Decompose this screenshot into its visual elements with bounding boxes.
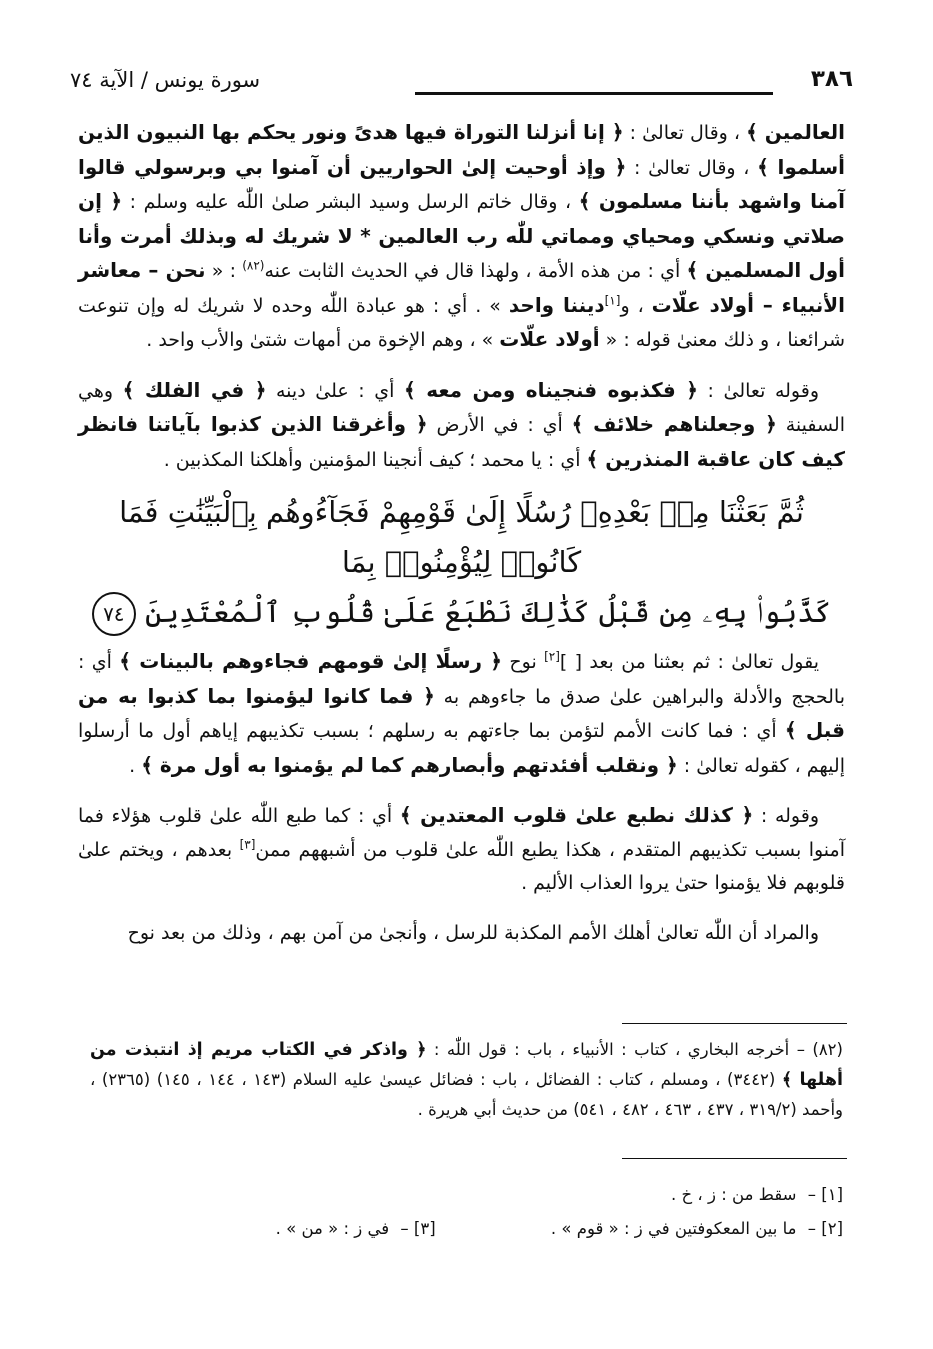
quoted-text: ﴿ وإذ أوحيت إلىٰ الحواريين أن آمنوا بي وبرسولي قالوا آمنا واشهد بأننا مسلمون ﴾ [78,154,846,213]
note-1-text: سقط من : ز ، خ . [671,1185,797,1204]
quoted-text: ﴿ إنا أنزلنا التوراة فيها هدىً ونور يحكم بها النبيون الذين أسلموا ﴾ [78,120,846,179]
paragraph-1 [78,116,845,358]
footnote-ref: (٨٢) [242,258,265,273]
text-run: » ، وهم الإخوة من أمهات شتىٰ والأب واحد . [146,329,500,351]
quoted-text: ﴿ وجعلناهم خلائف ﴾ [571,412,777,436]
note-3 [276,1212,436,1246]
text-run: أي : علىٰ دينه [266,379,404,402]
note-1 [200,1178,843,1212]
footnote-ref: [٣] [239,837,256,852]
footnote-ref: [٢] [544,649,560,664]
quoted-text: ﴿ واذكر في الكتاب مريم إذ انتبذت من أهلها ﴾ [90,1040,843,1090]
text-run: أي : فما كانت الأمم لتؤمن بما جاءتهم به رسلهم ؛ بسبب تكذيبهم إياهم أول ما أرسلوا إليهم ، كقوله تعالىٰ : [78,720,845,777]
text-run: » . أي : هو عبادة اللّٰه وحده لا شريك له وإن تنوعت شرائعنا ، و ذلك معنىٰ قوله : « [78,294,845,351]
note-2-number: [٢] – [807,1219,843,1238]
note-2-text: ما بين المعكوفتين في ز : « قوم » . [550,1219,797,1238]
footnote-separator [622,1023,847,1024]
footnote-82 [90,1035,843,1125]
text-run: (٨٢) – أخرجه البخاري ، كتاب : الأنبياء ، باب : قول اللّٰه : [426,1040,843,1059]
quoted-text: ﴿ ونقلب أفئدتهم وأبصارهم كما لم يؤمنوا به أول مرة ﴾ [141,752,678,777]
paragraph-2 [78,374,845,478]
text-run: والمراد أن اللّٰه تعالىٰ أهلك الأمم المكذبة للرسل ، وأنجىٰ من آمن بهم ، وذلك من بعد نوح [127,921,819,944]
paragraph-3 [78,645,845,783]
quoted-text: نحن – معاشر الأنبياء – أولاد علّات [78,258,845,317]
text-run: أي : في الأرض [427,414,572,436]
running-title: سورة يونس / الآية ٧٤ [70,68,261,92]
quoted-text: ديننا واحد [508,292,605,317]
footnote-ref: [١] [604,293,621,308]
note-3-text: في ز : « من » . [275,1219,390,1238]
page-header [70,62,853,102]
text-run: أي : بالحجج والأدلة والبراهين علىٰ صدق ما جاءوهم به [78,651,845,708]
text-run: بعدهم ، ويختم علىٰ قلوبهم فلا يؤمنوا حتىٰ يروا العذاب الأليم . [78,838,845,894]
text-run: ، وقال خاتم الرسل وسيد البشر صلىٰ اللّٰه عليه وسلم : [122,191,579,213]
text-run: أي : يا محمد ؛ كيف أنجينا المؤمنين وأهلكنا المكذبين . [163,448,587,471]
text-run: : « [205,260,243,282]
quoted-text: ﴿ فما كانوا ليؤمنوا بما كذبوا به من قبل ﴾ [78,683,845,742]
text-run: (٣٤٤٢) ، ومسلم ، كتاب : الفضائل ، باب : فضائل عيسىٰ عليه السلام (١٤٣ ، ١٤٤ ، ١٤٥) (٢٣٦٥) ، وأحمد (٣١٩/٢ ، ٤٣٧ ، ٤٦٣ ، ٤٨٢ ، ٥٤١) من حديث أبي هريرة . [90,1070,843,1119]
quoted-text: ﴿ فكذبوه فنجيناه ومن معه ﴾ [403,377,698,402]
quran-verse [78,487,845,637]
text-run: أي : كما طبع اللّٰه علىٰ قلوب هؤلاء فما آمنوا بسبب تكذيبهم المتقدم ، هكذا يطبع اللّٰه علىٰ قلوب من أشبههم ممن [78,805,846,861]
text-run: أي : من هذه الأمة ، ولهذا قال في الحديث الثابت عنه [264,260,687,282]
verse-line-2-text: كَذَّبُوا۟ بِهِۦ مِن قَبْلُ كَذَٰلِكَ نَطْبَعُ عَلَىٰ قُلُوبِ ٱلْمُعْتَدِينَ [145,595,832,629]
main-text [78,116,845,950]
quoted-text: ﴿ في الفلك ﴾ [122,377,267,402]
ayah-number-mark: ٧٤ [92,592,136,636]
verse-line-1: ثُمَّ بَعَثْنَا مِنۢ بَعْدِهِۦ رُسُلًا إِلَىٰ قَوْمِهِمْ فَجَآءُوهُم بِٱلْبَيِّنَٰتِ فَمَا كَانُوا۟ لِيُؤْمِنُوا۟ بِمَا [119,495,804,579]
text-run: نوح [502,651,545,673]
note-1-number: [١] – [807,1185,843,1204]
note-3-number: [٣] – [400,1219,436,1238]
paragraph-4 [78,799,845,901]
note-2-3 [200,1212,843,1246]
quoted-text: ﴿ رسلًا إلىٰ قومهم فجاءوهم بالبينات ﴾ [119,649,503,673]
notes-separator [622,1158,847,1159]
text-run: وهي السفينة [78,379,846,436]
quoted-text: ﴿ إن صلاتي ونسكي ومحياي ومماتي للّٰه رب العالمين * لا شريك له وبذلك أمرت وأنا أول المسلمين ﴾ [78,189,845,282]
quoted-text: العالمين ﴾ [746,120,845,144]
text-run: ، وقال تعالىٰ : [626,156,758,179]
text-run: ، و [620,294,652,317]
quoted-text: أولاد علّات [499,327,600,351]
verse-line-2 [78,587,845,637]
page-number: ٣٨٦ [810,66,853,92]
editorial-notes [200,1178,843,1246]
text-run: ، وقال تعالىٰ : [623,122,747,144]
text-run: . [129,754,142,777]
quoted-text: ﴿ كذلك نطبع علىٰ قلوب المعتدين ﴾ [399,803,754,827]
text-run: وقوله : [753,805,819,827]
text-run: وقوله تعالىٰ : [697,379,820,402]
quoted-text: ﴿ وأغرقنا الذين كذبوا بآياتنا فانظر كيف كان عاقبة المنذرين ﴾ [78,412,845,471]
header-rule [415,92,773,95]
text-run: يقول تعالىٰ : ثم بعثنا من بعد [ ] [559,651,819,673]
paragraph-5 [78,917,845,951]
